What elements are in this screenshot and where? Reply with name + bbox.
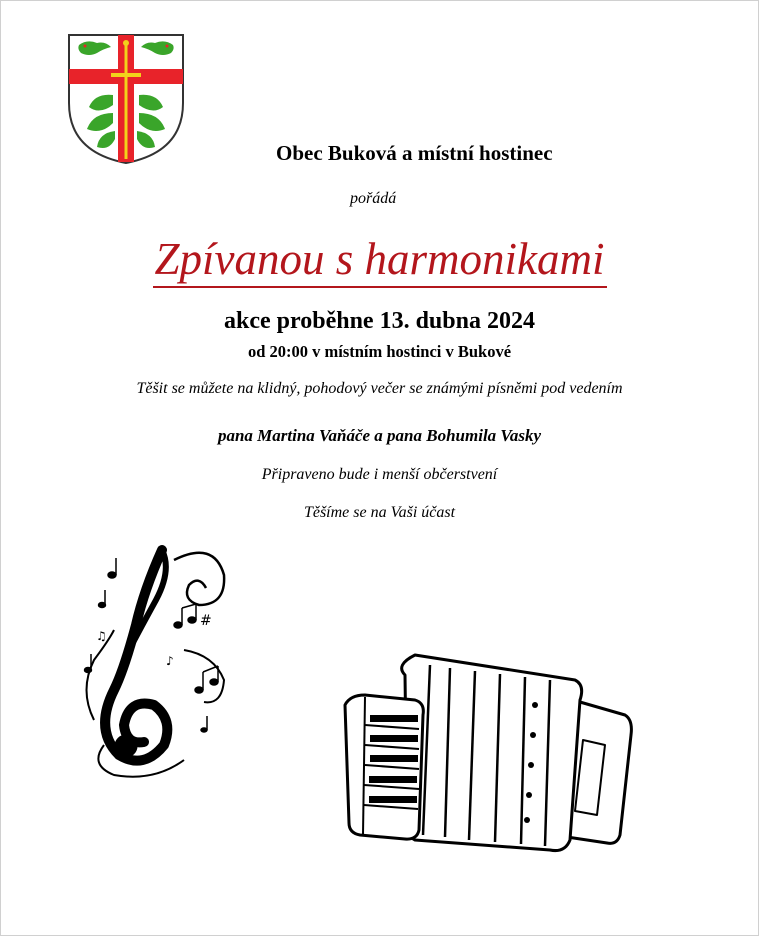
welcome-text: Těšíme se na Vaši účast (303, 504, 456, 521)
event-title-text: Zpívanou s harmonikami (153, 232, 607, 288)
event-place: od 20:00 v místním hostinci v Bukové (247, 342, 512, 361)
svg-text:#: # (200, 613, 212, 629)
invite-text: Těšit se můžete na klidný, pohodový večer se známými písněmi pod vedením (136, 380, 623, 397)
presents-text: pořádá (350, 190, 397, 207)
organizer-text: Obec Buková a místní hostinec (276, 141, 553, 165)
accordion-icon (335, 645, 635, 860)
svg-text:♪: ♪ (166, 654, 174, 668)
treble-clef-icon (74, 530, 232, 782)
coat-of-arms-icon (67, 33, 185, 165)
event-date: akce proběhne 13. dubna 2024 (224, 308, 535, 334)
refreshments-text: Připraveno bude i menší občerstvení (261, 466, 498, 483)
svg-text:♫: ♫ (96, 629, 107, 643)
leaders-text: pana Martina Vaňáče a pana Bohumila Vasky (217, 426, 542, 445)
event-title (0, 232, 759, 288)
